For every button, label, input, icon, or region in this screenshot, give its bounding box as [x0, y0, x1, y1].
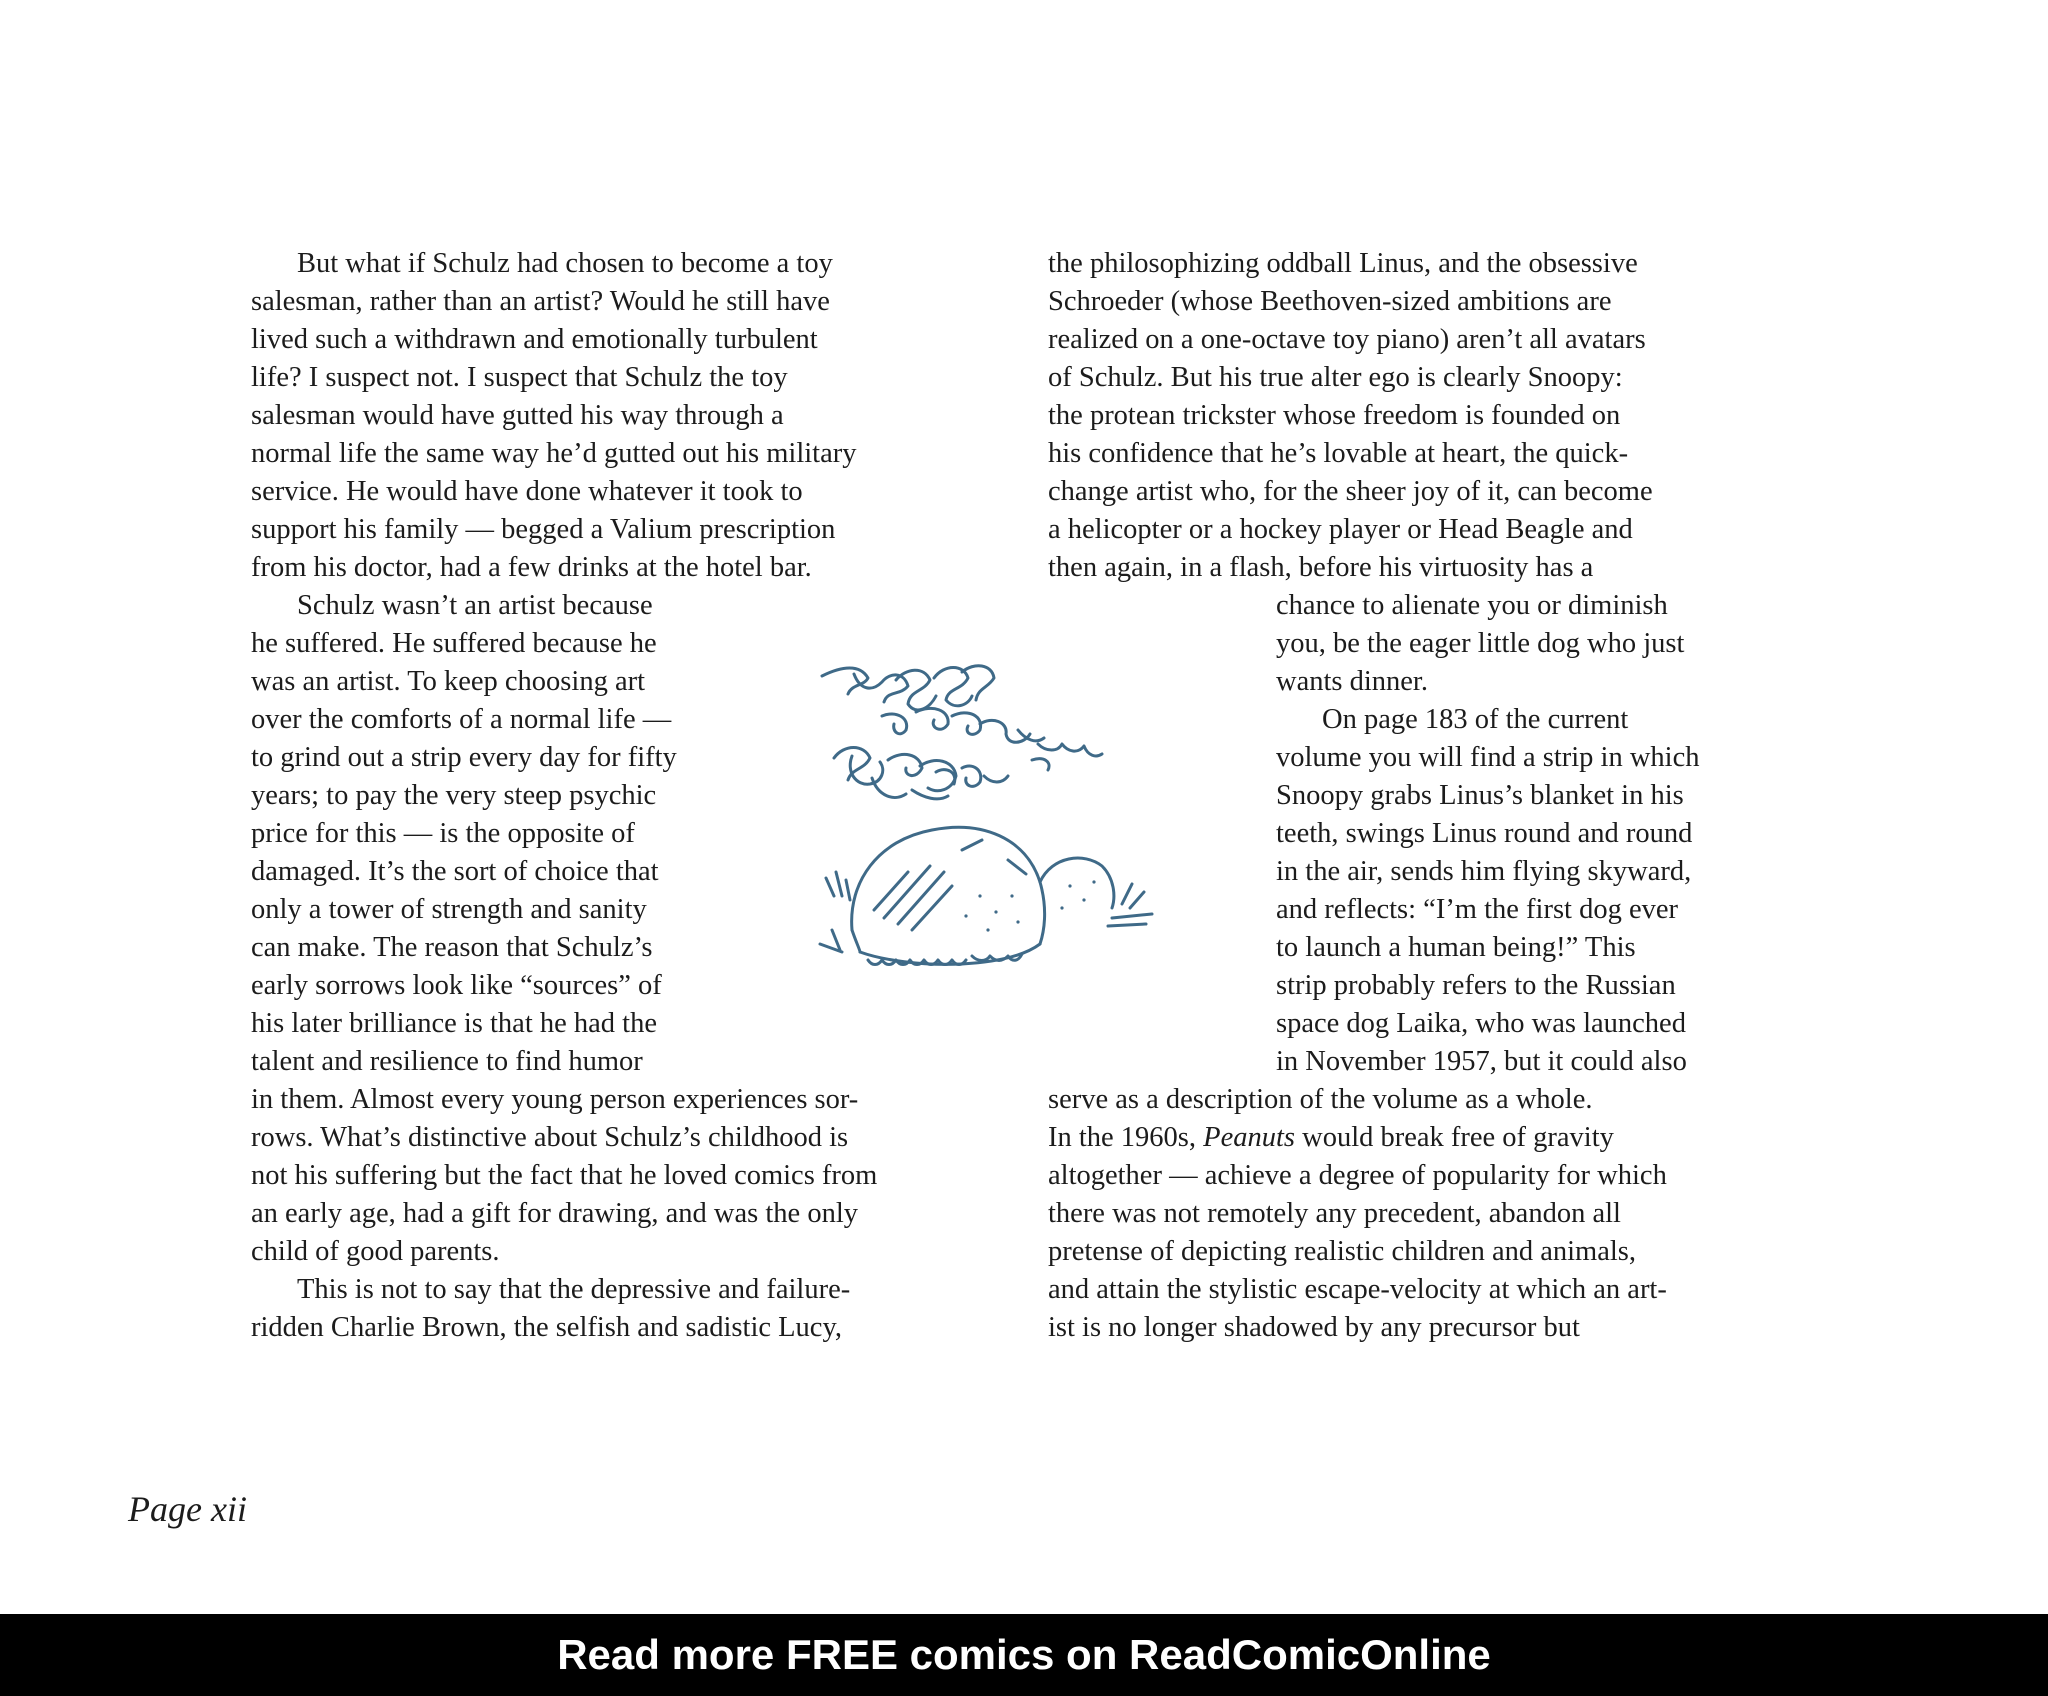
- promo-banner-text[interactable]: Read more FREE comics on ReadComicOnline: [557, 1631, 1491, 1678]
- text-line: an early age, had a gift for drawing, and was the only: [251, 1198, 858, 1229]
- text-line: in November 1957, but it could also: [1276, 1046, 1687, 1077]
- text-line: lived such a withdrawn and emotionally turbulent: [251, 324, 818, 355]
- text-line: salesman, rather than an artist? Would he still have: [251, 286, 830, 317]
- text-line: early sorrows look like “sources” of: [251, 970, 662, 1001]
- text-line: chance to alienate you or diminish: [1276, 590, 1668, 621]
- title-italic: Peanuts: [1203, 1122, 1295, 1153]
- text-line: altogether — achieve a degree of popularity for which: [1048, 1160, 1667, 1191]
- text-line: there was not remotely any precedent, abandon all: [1048, 1198, 1621, 1229]
- text-line: support his family — begged a Valium prescription: [251, 514, 836, 545]
- text-line: and reflects: “I’m the first dog ever: [1276, 894, 1678, 925]
- page-number-label: Page xii: [128, 1489, 247, 1529]
- text-line: This is not to say that the depressive and failure-: [297, 1274, 851, 1305]
- text-line: and attain the stylistic escape-velocity at which an art-: [1048, 1274, 1667, 1305]
- text-line: only a tower of strength and sanity: [251, 894, 647, 925]
- sketch-svg: [812, 660, 1232, 1000]
- text-line: a helicopter or a hockey player or Head Beagle and: [1048, 514, 1633, 545]
- text-line: talent and resilience to find humor: [251, 1046, 643, 1077]
- text-line: to launch a human being!” This: [1276, 932, 1636, 963]
- text-line: was an artist. To keep choosing art: [251, 666, 646, 697]
- text-line: in the air, sends him flying skyward,: [1276, 856, 1692, 887]
- text-line: Schroeder (whose Beethoven-sized ambitions are: [1048, 286, 1612, 317]
- text-line: But what if Schulz had chosen to become a toy: [297, 248, 833, 279]
- text-line: pretense of depicting realistic children and animals,: [1048, 1236, 1636, 1267]
- text-line: to grind out a strip every day for fifty: [251, 742, 677, 773]
- text-line: price for this — is the opposite of: [251, 818, 635, 849]
- text-line: teeth, swings Linus round and round: [1276, 818, 1693, 849]
- text-line: in them. Almost every young person experiences sor-: [251, 1084, 859, 1115]
- text-line: his confidence that he’s lovable at heart, the quick-: [1048, 438, 1629, 469]
- text-line: strip probably refers to the Russian: [1276, 970, 1676, 1001]
- text-line: not his suffering but the fact that he loved comics from: [251, 1160, 878, 1191]
- text-line: damaged. It’s the sort of choice that: [251, 856, 659, 887]
- promo-banner[interactable]: [0, 1614, 2048, 1696]
- text-run: In the 1960s,: [1048, 1122, 1204, 1153]
- text-line: over the comforts of a normal life —: [251, 704, 672, 735]
- text-line: the protean trickster whose freedom is founded on: [1048, 400, 1621, 431]
- text-line: [1048, 1119, 1614, 1157]
- text-line: Snoopy grabs Linus’s blanket in his: [1276, 780, 1684, 811]
- text-line: salesman would have gutted his way through a: [251, 400, 784, 431]
- text-line: On page 183 of the current: [1322, 704, 1629, 735]
- text-line: life? I suspect not. I suspect that Schulz the toy: [251, 362, 788, 393]
- text-line: the philosophizing oddball Linus, and the obsessive: [1048, 248, 1638, 279]
- text-line: can make. The reason that Schulz’s: [251, 932, 653, 963]
- text-line: child of good parents.: [251, 1236, 500, 1267]
- text-line: serve as a description of the volume as a whole.: [1048, 1084, 1593, 1115]
- text-line: wants dinner.: [1276, 666, 1428, 697]
- bushes-and-rock-sketch-icon: [812, 660, 1232, 1000]
- text-line: his later brilliance is that he had the: [251, 1008, 657, 1039]
- text-run: would break free of gravity: [1294, 1122, 1614, 1153]
- text-line: change artist who, for the sheer joy of it, can become: [1048, 476, 1653, 507]
- text-line: service. He would have done whatever it took to: [251, 476, 803, 507]
- text-line: years; to pay the very steep psychic: [251, 780, 657, 811]
- text-line: then again, in a flash, before his virtuosity has a: [1048, 552, 1594, 583]
- text-line: of Schulz. But his true alter ego is clearly Snoopy:: [1048, 362, 1623, 393]
- text-line: normal life the same way he’d gutted out his military: [251, 438, 857, 469]
- text-line: from his doctor, had a few drinks at the hotel bar.: [251, 552, 812, 583]
- text-line: rows. What’s distinctive about Schulz’s childhood is: [251, 1122, 849, 1153]
- text-line: realized on a one-octave toy piano) aren’t all avatars: [1048, 324, 1646, 355]
- text-line: ist is no longer shadowed by any precursor but: [1048, 1312, 1580, 1343]
- text-line: volume you will find a strip in which: [1276, 742, 1700, 773]
- text-line: ridden Charlie Brown, the selfish and sadistic Lucy,: [251, 1312, 842, 1343]
- text-line: you, be the eager little dog who just: [1276, 628, 1685, 659]
- text-line: space dog Laika, who was launched: [1276, 1008, 1686, 1039]
- text-line: he suffered. He suffered because he: [251, 628, 657, 659]
- text-line: Schulz wasn’t an artist because: [297, 590, 653, 621]
